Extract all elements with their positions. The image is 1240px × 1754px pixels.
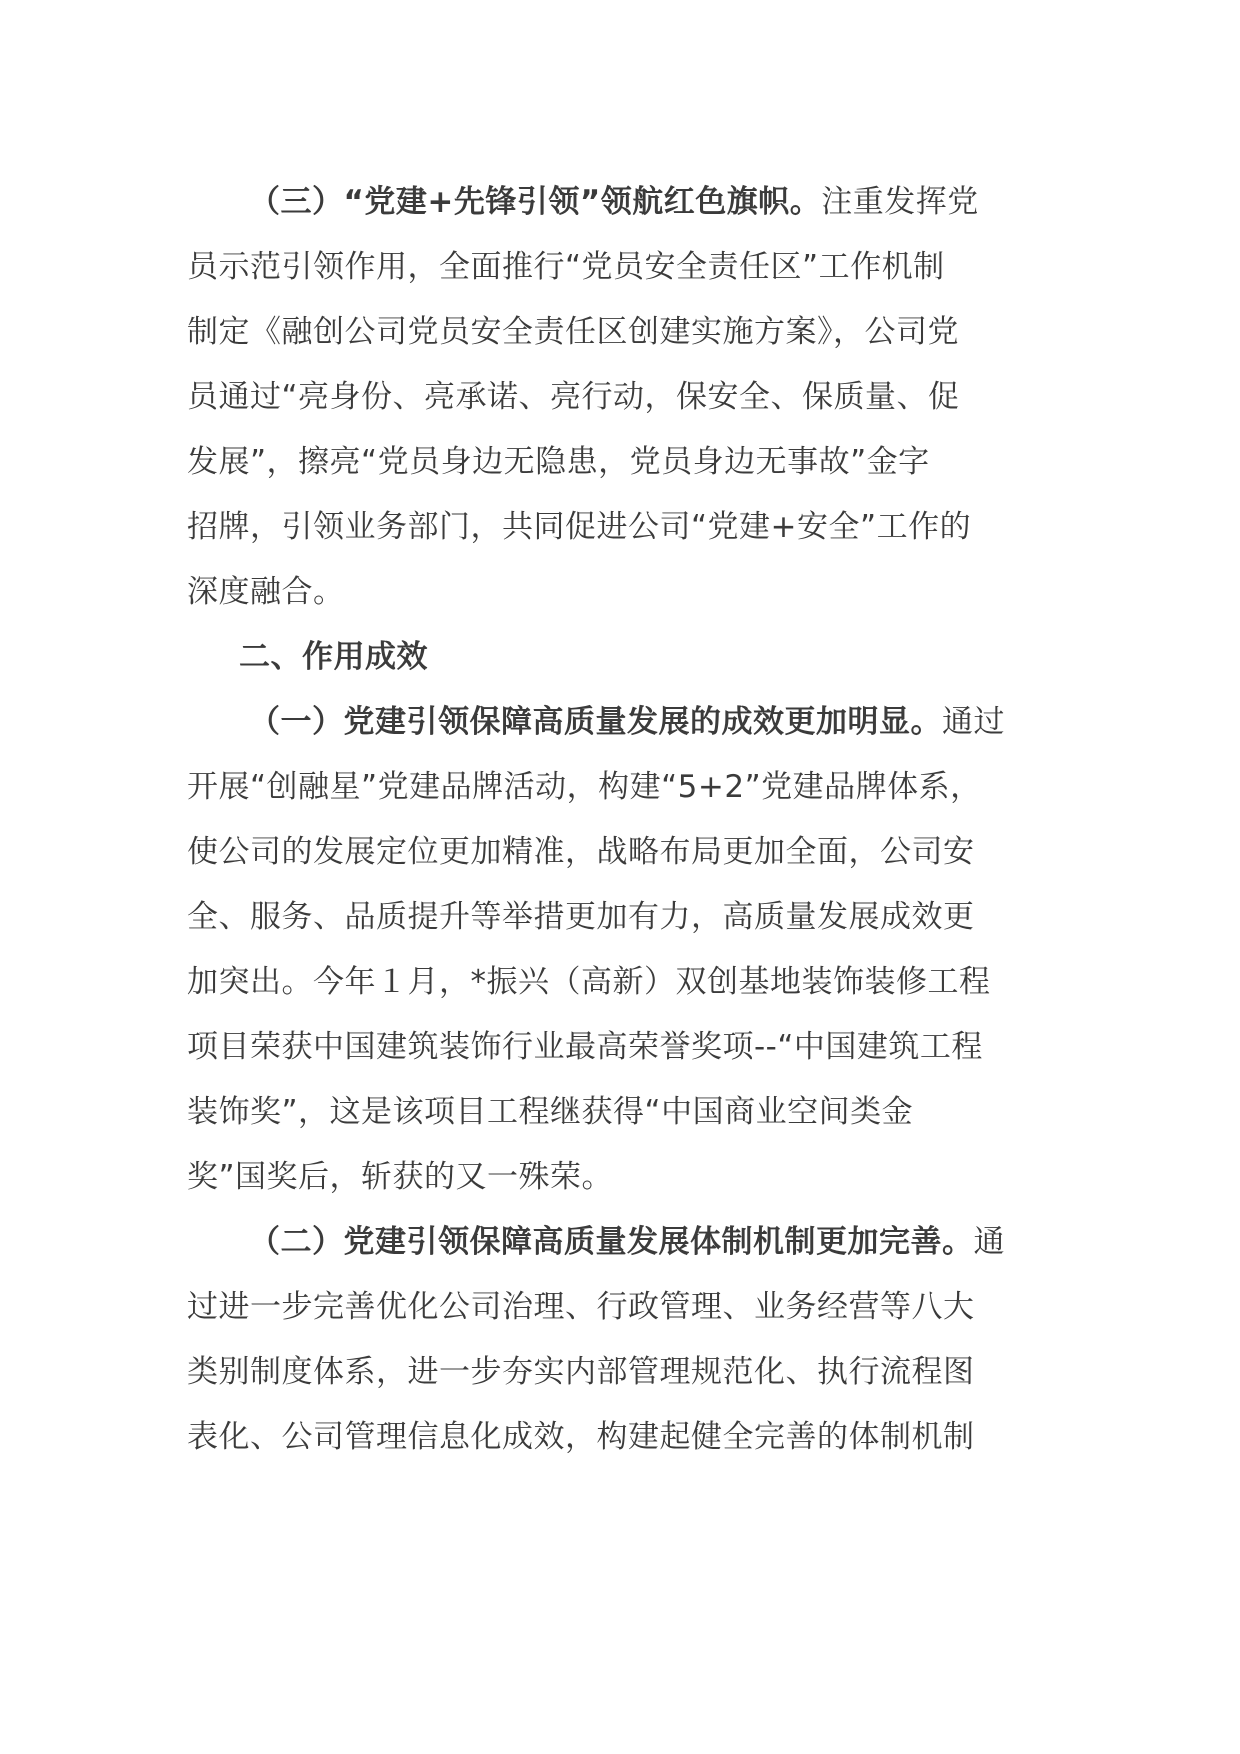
paragraph-line: 开展“创融星”党建品牌活动，构建“5+2”党建品牌体系， [187,769,982,805]
paragraph-line: 奖”国奖后，斩获的又一殊荣。 [187,1159,614,1195]
paragraph-line: 发展”，擦亮“党员身边无隐患，党员身边无事故”金字 [187,444,930,480]
paragraph-line: 员通过“亮身份、亮承诺、亮行动，保安全、保质量、促 [187,379,960,415]
paragraph-first-line [187,690,1057,755]
paragraph-text: 通过 [942,704,1005,740]
paragraph-line: 项目荣获中国建筑装饰行业最高荣誉奖项--“中国建筑工程 [187,1029,983,1065]
paragraph-line: 全、服务、品质提升等举措更加有力，高质量发展成效更 [187,899,975,935]
paragraph-line: 加突出。今年１月，*振兴（高新）双创基地装饰装修工程 [187,964,991,1000]
paragraph-line: 使公司的发展定位更加精准，战略布局更加全面，公司安 [187,834,975,870]
paragraph-line: 装饰奖”，这是该项目工程继获得“中国商业空间类金 [187,1094,914,1130]
document-page [187,170,1057,1470]
paragraph-line: 深度融合。 [187,574,345,610]
section-title [187,625,1057,690]
paragraph-first-line [187,1210,1057,1275]
paragraph-line: 表化、公司管理信息化成效，构建起健全完善的体制机制 [187,1419,975,1455]
paragraph-line: 类别制度体系，进一步夯实内部管理规范化、执行流程图 [187,1354,975,1390]
paragraph-results-obvious [187,690,1057,1210]
paragraph-line: 员示范引领作用，全面推行“党员安全责任区”工作机制 [187,249,945,285]
section-title-text: 二、作用成效 [239,639,428,675]
paragraph-line: 招牌，引领业务部门，共同促进公司“党建+安全”工作的 [187,509,972,545]
paragraph-line: 过进一步完善优化公司治理、行政管理、业务经营等八大 [187,1289,975,1325]
paragraph-first-line [187,170,1057,235]
paragraph-heading: （一）党建引领保障高质量发展的成效更加明显。 [249,704,942,740]
paragraph-text: 通 [973,1224,1005,1260]
paragraph-heading: （三）“党建+先锋引领”领航红色旗帜。 [249,184,822,220]
paragraph-party-pioneer [187,170,1057,625]
paragraph-text: 注重发挥党 [821,184,979,220]
paragraph-heading: （二）党建引领保障高质量发展体制机制更加完善。 [249,1224,974,1260]
paragraph-mechanism-improved [187,1210,1057,1470]
paragraph-line: 制定《融创公司党员安全责任区创建实施方案》，公司党 [187,314,959,350]
